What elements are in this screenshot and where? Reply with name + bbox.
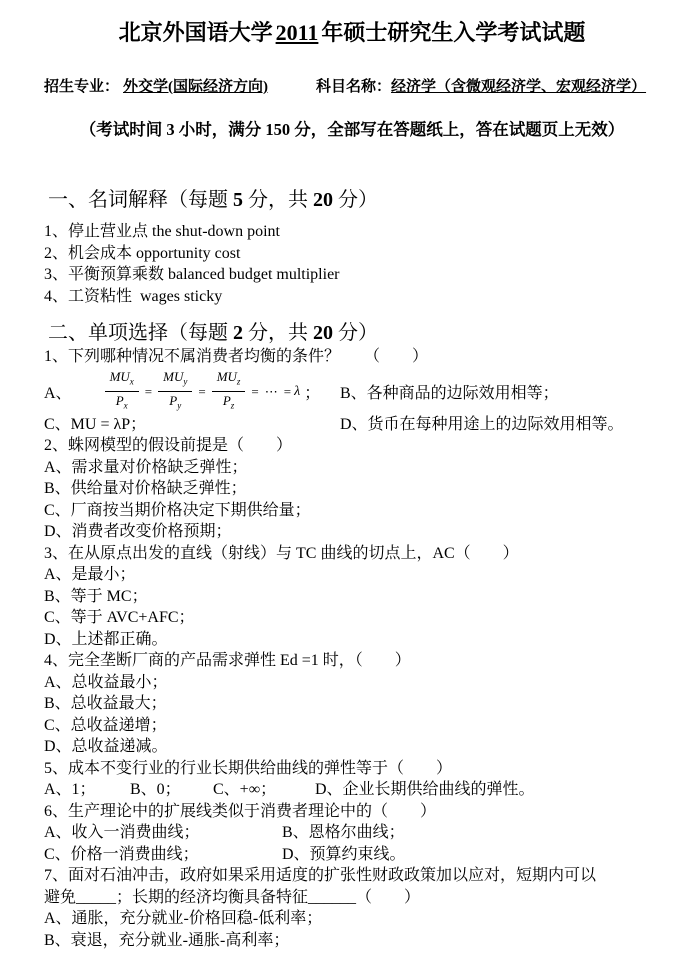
question-3-stem: 3、在从原点出发的直线（射线）与 TC 曲线的切点上，AC（ ） [44,544,519,562]
question-4-stem: 4、完全垄断厂商的产品需求弹性 Ed =1 时，（ ） [44,652,411,669]
denominator-subscript: z [230,400,235,411]
section1-heading-text: 一、名词解释（每题 [48,189,233,211]
section2-heading-suffix: 分） [333,322,378,344]
question-2-stem: 2、蛛网模型的假设前提是（ ） [44,437,293,454]
section1-points-per-item: 5 [233,189,243,211]
question-7-option: B、衰退，充分就业-通胀-高利率； [44,931,290,949]
question-4-option: A、总收益最小； [44,673,168,691]
question-3-option: A、是最小； [44,566,136,583]
question-5-option-c: C、+∞； [213,781,277,798]
numerator-symbol: MU [163,369,184,385]
numerator-symbol: MU [109,369,130,385]
denominator-symbol: P [222,393,231,408]
question-3-option: D、上述都正确。 [44,630,168,648]
section2-heading-text: 二、单项选择（每题 [48,322,233,344]
question-5-option-a: A、1； [44,781,96,798]
numerator-symbol: MU [216,369,237,385]
exam-note: （考试时间 3 小时，满分 150 分，全部写在答题纸上，答在试题页上无效） [79,120,625,139]
question-5-option-d: D、企业长期供给曲线的弹性。 [315,781,535,798]
section2-total-points: 20 [313,322,333,344]
denominator-subscript: y [177,400,182,411]
section1-total-points: 20 [313,189,333,211]
question-2-option: A、需求量对价格缺乏弹性； [44,458,248,476]
question-2-option: B、供给量对价格缺乏弹性； [44,480,247,497]
title-year: 2011 [275,20,319,45]
fraction-y-denominator [169,392,181,414]
subject-label: 科目名称： [316,79,392,95]
question-5-stem: 5、成本不变行业的行业长期供给曲线的弹性等于（ ） [44,759,453,777]
fraction-z-numerator [212,369,246,392]
denominator-subscript: x [123,400,128,411]
fraction-y [158,369,192,413]
question-4-option: C、总收益递增； [44,716,167,734]
numerator-subscript: z [236,377,241,387]
term-item: 4、工资粘性 wages sticky [44,287,223,305]
option-a-label: A、 [44,385,72,402]
question-2-option: C、厂商按当期价格决定下期供给量； [44,501,311,519]
section1-heading-mid: 分，共 [243,189,313,211]
denominator-symbol: P [169,393,178,408]
ellipsis: ⋯ [264,383,278,399]
question-6-option-d: D、预算约束线。 [282,845,406,863]
question-6-option-b: B、恩格尔曲线； [282,824,405,841]
question-7-option: A、通胀，充分就业-价格回稳-低利率； [44,910,323,927]
lambda-symbol: λ [294,383,301,399]
question-6-option-row-cd [44,844,660,866]
question-1-option-row-cd [44,414,660,436]
question-3-option: B、等于 MC； [44,587,148,605]
question-1-option-row-ab [44,370,660,414]
term-item: 3、平衡预算乘数 balanced budget multiplier [44,266,340,283]
major-value: 外交学(国际经济方向) [123,79,269,95]
numerator-subscript: x [129,377,134,387]
question-1-option-d: D、货币在每种用途上的边际效用相等。 [340,415,624,433]
question-1-option-b: B、各种商品的边际效用相等； [340,385,559,402]
question-1-option-c: C、MU = λP； [44,415,147,433]
question-6-option-a: A、收入一消费曲线； [44,824,200,841]
section2-heading [48,320,660,346]
question-6-stem: 6、生产理论中的扩展线类似于消费者理论中的（ ） [44,802,437,820]
question-3-option: C、等于 AVC+AFC； [44,609,195,626]
section1-heading-suffix: 分） [333,189,378,211]
fraction-x [105,369,139,413]
equals-sign: = [144,383,153,399]
question-6-option-c: C、价格一消费曲线； [44,845,199,863]
question-6-option-row-ab [44,822,660,844]
equals-sign: = [251,383,259,399]
question-4-option: B、总收益最大； [44,695,167,712]
question-2-option: D、消费者改变价格预期； [44,523,232,540]
equals-sign: = [283,383,292,399]
question-1-stem: 1、下列哪种情况不属消费者均衡的条件？ （ ） [44,348,429,365]
denominator-symbol: P [115,393,124,408]
section1-heading [48,187,660,213]
fraction-x-numerator [105,369,139,392]
question-7-stem-line2: 避免_____；长期的经济均衡具备特征______（ ） [44,888,421,906]
major-label: 招生专业： [44,79,120,95]
question-4-option: D、总收益递减。 [44,738,168,755]
page-title [44,18,660,48]
section2-heading-mid: 分，共 [243,322,313,344]
question-5-option-b: B、0； [130,781,181,798]
question-1-option-a [44,369,340,413]
title-prefix: 北京外国语大学 [118,20,273,45]
fraction-z-denominator [223,392,234,414]
numerator-subscript: y [183,377,188,387]
fraction-z [212,369,246,413]
mu-over-price-formula [102,369,321,413]
section2-points-per-item: 2 [233,322,243,344]
title-suffix: 年硕士研究生入学考试试题 [321,20,586,45]
subject-value: 经济学（含微观经济学、宏观经济学） [391,79,647,95]
question-7-stem-line1: 7、面对石油冲击，政府如果采用适度的扩张性财政政策加以应对，短期内可以 [44,867,597,884]
formula-semicolon: ； [304,385,321,402]
equals-sign: = [198,383,206,399]
fraction-y-numerator [158,369,192,392]
fraction-x-denominator [116,392,128,414]
term-item: 2、机会成本 opportunity cost [44,244,241,262]
term-list [44,221,660,307]
exam-meta-line [44,77,660,97]
term-item: 1、停止营业点 the shut-down point [44,223,280,240]
question-5-option-row [44,779,660,801]
